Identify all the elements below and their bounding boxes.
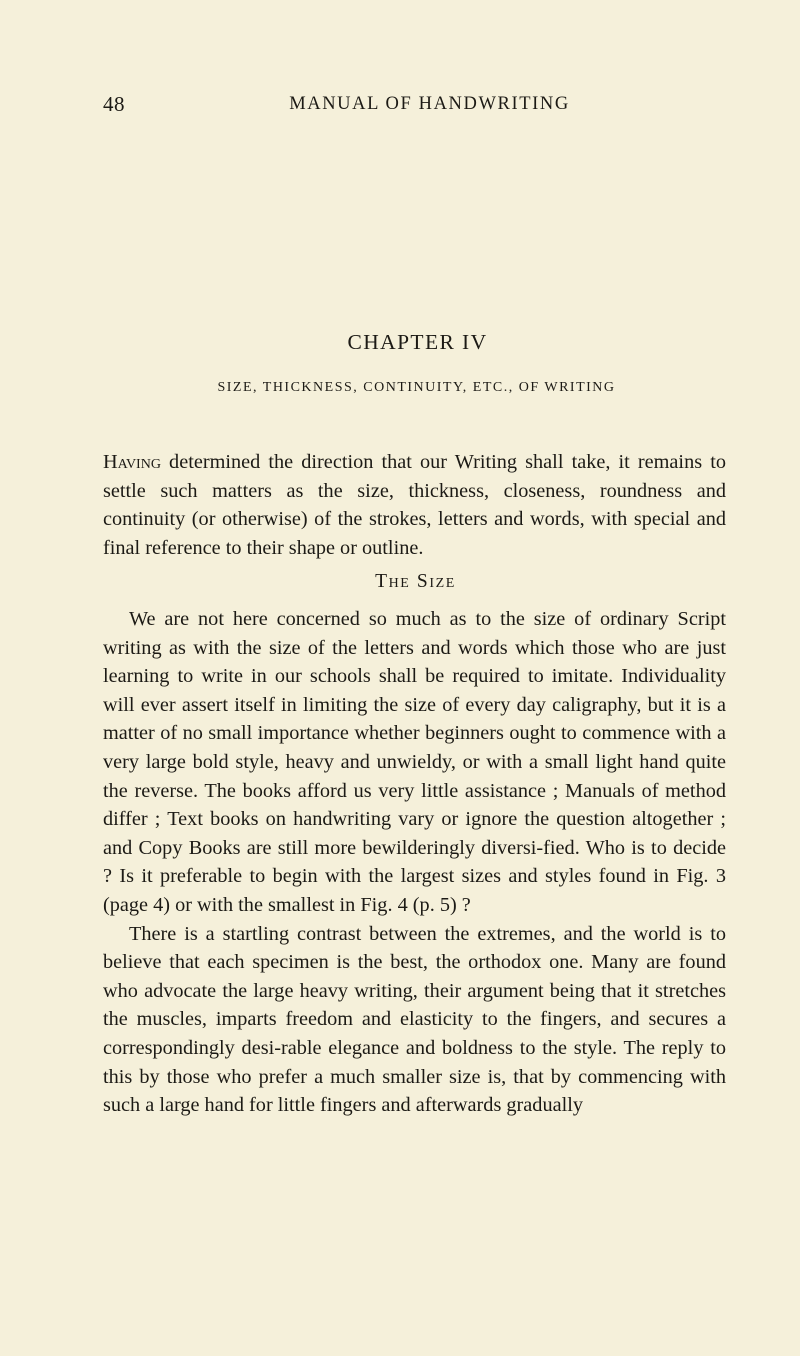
running-title: MANUAL OF HANDWRITING (289, 94, 570, 114)
chapter-subtitle: SIZE, THICKNESS, CONTINUITY, ETC., OF WRITING (217, 380, 616, 395)
paragraph-1: We are not here concerned so much as to the size of ordinary Script writing as with the size of the letters and words which those who are just learning to write in our schools shall be required to imitate. Individuality will ever assert itself in limiting the size of every day caligraphy, but it is a matter of no small importance whether beginners ought to commence with a very large bold style, heavy and unwieldy, or with a small light hand quite the reverse. The books afford us very little assistance ; Manuals of method differ ; Text books on handwriting vary or ignore the question altogether ; and Copy Books are still more bewilderingly diversi-fied. Who is to decide ? Is it preferable to begin with the largest sizes and styles found in Fig. 3 (page 4) or with the smallest in Fig. 4 (p. 5) ? (103, 608, 726, 916)
section-heading: The Size (375, 571, 456, 592)
section-body (103, 605, 726, 1120)
intro-paragraph (103, 448, 726, 562)
page-number: 48 (103, 92, 125, 116)
running-head (103, 92, 726, 122)
intro-text: determined the direction that our Writing shall take, it remains to settle such matters as the size, thickness, closeness, roundness and continuity (or otherwise) of the strokes, letters and words, with special and final reference to their shape or outline. (103, 451, 726, 559)
paragraph-2: There is a startling contrast between the extremes, and the world is to believe that each specimen is the best, the orthodox one. Many are found who advocate the large heavy writing, their argument being that it stretches the muscles, imparts freedom and elasticity to the fingers, and secures a correspondingly desi-rable elegance and boldness to the style. The reply to this by those who prefer a much smaller size is, that by commencing with such a large hand for little fingers and afterwards gradually (103, 922, 726, 1117)
chapter-title: CHAPTER IV (347, 330, 488, 354)
intro-lead-word: Having (103, 451, 161, 473)
